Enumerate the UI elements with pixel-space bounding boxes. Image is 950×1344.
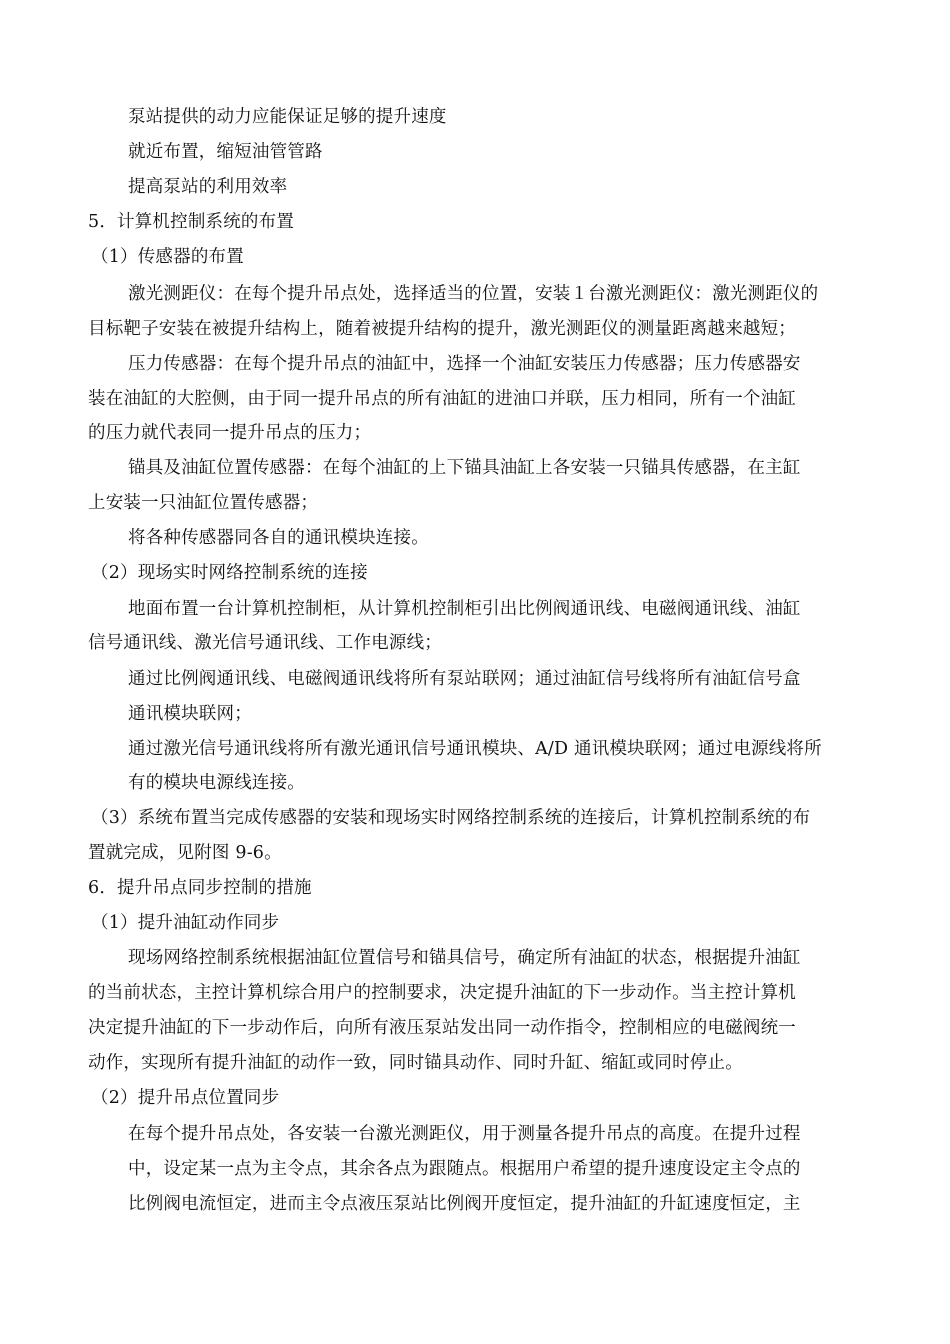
text-line: 决定提升油缸的下一步动作后，向所有液压泵站发出同一动作指令，控制相应的电磁阀统一 [88,1018,796,1038]
text-line: 上安装一只油缸位置传感器； [88,493,319,513]
text-line: 中，设定某一点为主令点，其余各点为跟随点。根据用户希望的提升速度设定主令点的 [128,1159,801,1179]
section-heading: 5．计算机控制系统的布置 [88,212,295,232]
text-line: 激光测距仪：在每个提升吊点处，选择适当的位置，安装１台激光测距仪：激光测距仪的 [128,284,819,304]
text-line: 的当前状态，主控计算机综合用户的控制要求，决定提升油缸的下一步动作。当主控计算机 [88,983,796,1003]
subsection-heading: （2）现场实时网络控制系统的连接 [91,563,368,583]
text-line: 现场网络控制系统根据油缸位置信号和锚具信号，确定所有油缸的状态，根据提升油缸 [128,948,801,968]
text-line: 装在油缸的大腔侧，由于同一提升吊点的所有油缸的进油口并联，压力相同，所有一个油缸 [88,389,796,409]
text-line: 提高泵站的利用效率 [128,177,288,197]
text-line: 压力传感器：在每个提升吊点的油缸中，选择一个油缸安装压力传感器；压力传感器安 [128,354,801,374]
subsection-heading: （1）传感器的布置 [91,247,244,267]
text-line: 将各种传感器同各自的通讯模块连接。 [128,528,429,548]
subsection-heading: （2）提升吊点位置同步 [91,1088,280,1108]
text-line: 就近布置，缩短油管管路 [128,142,323,162]
text-line: 比例阀电流恒定，进而主令点液压泵站比例阀开度恒定，提升油缸的升缸速度恒定，主 [128,1194,801,1214]
text-line: 在每个提升吊点处，各安装一台激光测距仪，用于测量各提升吊点的高度。在提升过程 [128,1124,801,1144]
text-line: 地面布置一台计算机控制柜，从计算机控制柜引出比例阀通讯线、电磁阀通讯线、油缸 [128,599,801,619]
text-line: 泵站提供的动力应能保证足够的提升速度 [128,107,447,127]
text-line: 锚具及油缸位置传感器：在每个油缸的上下锚具油缸上各安装一只锚具传感器，在主缸 [128,458,801,478]
text-line: 通过比例阀通讯线、电磁阀通讯线将所有泵站联网；通过油缸信号线将所有油缸信号盒 [128,669,801,689]
text-line: 置就完成，见附图 9-6。 [88,843,282,863]
text-line: 通讯模块联网； [128,704,252,724]
text-line: 的压力就代表同一提升吊点的压力； [88,423,372,443]
subsection-heading: （3）系统布置当完成传感器的安装和现场实时网络控制系统的连接后，计算机控制系统的布 [91,808,811,828]
subsection-heading: （1）提升油缸动作同步 [91,913,280,933]
section-heading: 6．提升吊点同步控制的措施 [88,878,312,898]
text-line: 目标靶子安装在被提升结构上，随着被提升结构的提升，激光测距仪的测量距离越来越短； [88,319,796,339]
text-line: 通过激光信号通讯线将所有激光通讯信号通讯模块、A/D 通讯模块联网；通过电源线将所 [128,739,822,759]
text-line: 动作，实现所有提升油缸的动作一致，同时锚具动作、同时升缸、缩缸或同时停止。 [88,1053,743,1073]
text-line: 有的模块电源线连接。 [128,773,305,793]
text-line: 信号通讯线、激光信号通讯线、工作电源线； [88,633,442,653]
